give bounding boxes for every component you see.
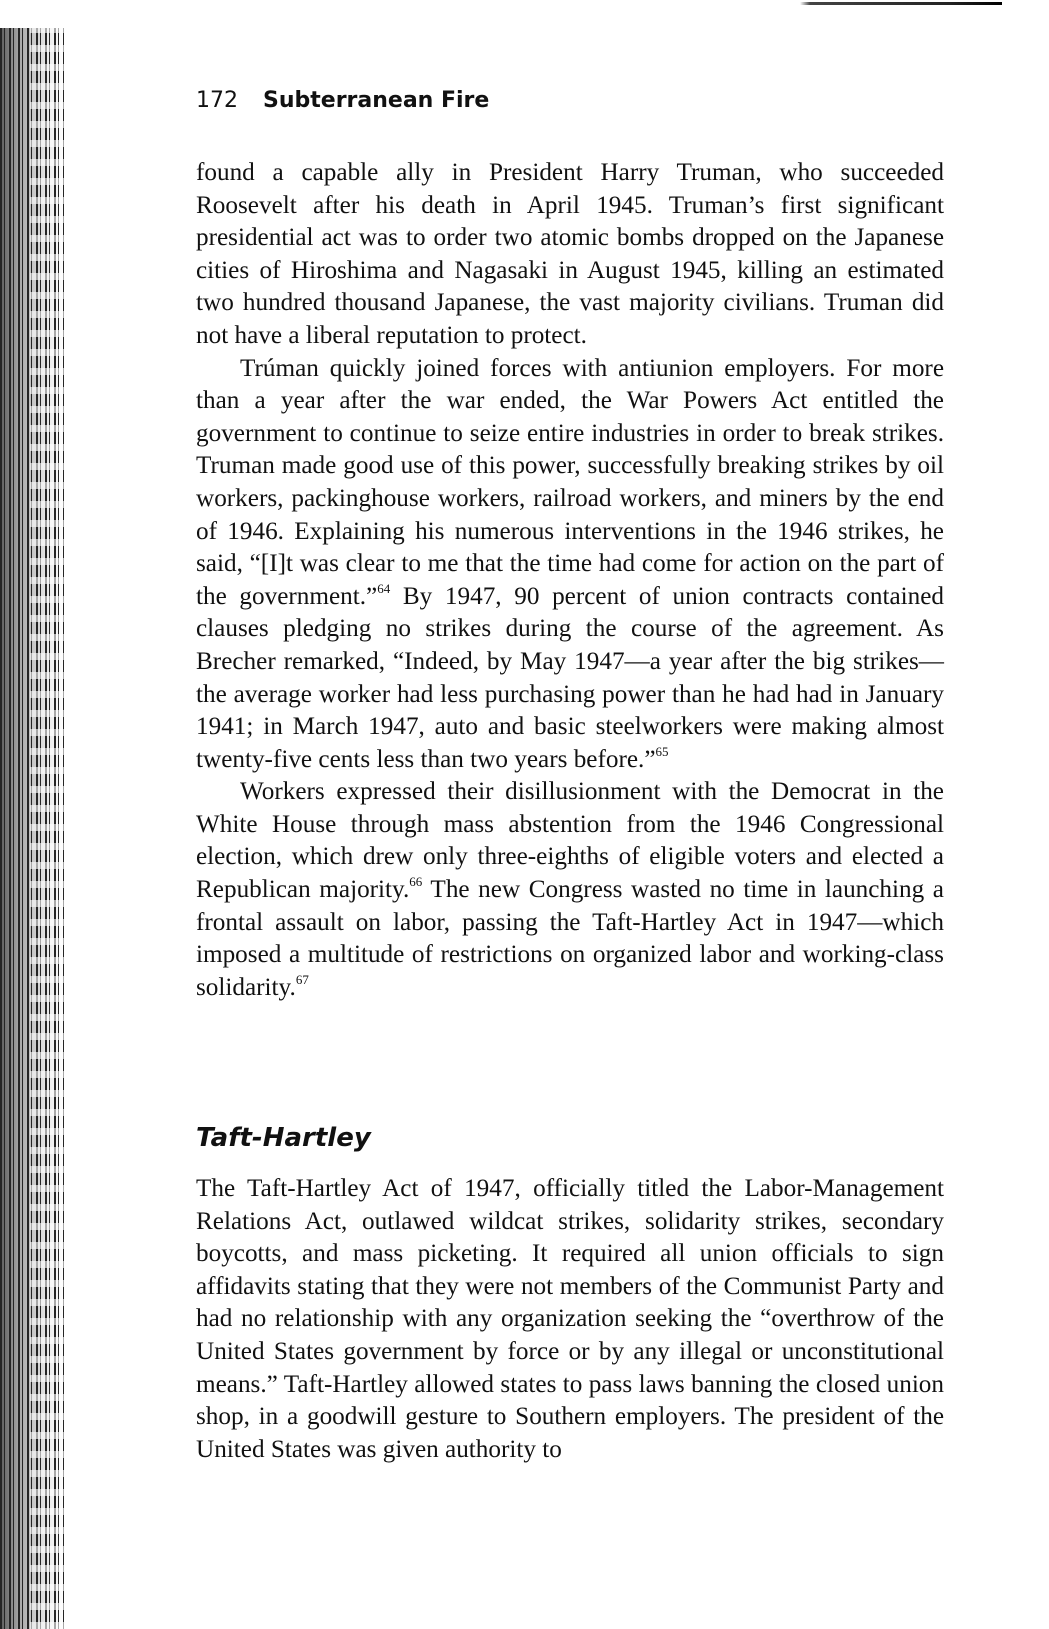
paragraph: [196, 776, 944, 1004]
book-gutter-noise: [30, 28, 64, 1629]
running-head: [196, 86, 489, 116]
page-number: 172: [196, 88, 238, 113]
scan-edge-artifact: [800, 2, 1002, 5]
body-text: [196, 157, 944, 1004]
paragraph: [196, 353, 944, 777]
paragraph-text: The new Congress wasted no time in launching a frontal assault on labor, passing the Taft-Hartley Act in 1947—which imposed a multitude of restrictions on organized labor and working-class solidarity.: [196, 876, 944, 1001]
footnote-ref: 66: [409, 874, 423, 890]
book-title: Subterranean Fire: [263, 88, 490, 113]
section-heading: Taft-Hartley: [196, 1123, 371, 1153]
paragraph: found a capable ally in President Harry Truman, who succeeded Roosevelt after his death in April 1945. Truman’s first significant presidential act was to order two atomic bombs dropped on the Japanese cities of Hiroshima and Nagasaki in August 1945, killing an estimated two hundred thousand Japanese, the vast majority civilians. Truman did not have a liberal reputation to protect.: [196, 159, 944, 349]
paragraph: The Taft-Hartley Act of 1947, officially titled the Labor-Management Relations Act, outlawed wildcat strikes, solidarity strikes, secondary boycotts, and mass picketing. It required all union officials to sign affidavits stating that they were not members of the Communist Party and had no relationship with any organization seeking the “overthrow of the United States government by force or by any illegal or unconstitutional means.” Taft-Hartley allowed states to pass laws banning the closed union shop, in a goodwill gesture to Southern employers. The president of the United States was given authority to: [196, 1175, 944, 1463]
section-body: [196, 1173, 944, 1466]
paragraph-text: Workers expressed their disillusionment with the Democrat in the White House through mass abstention from the 1946 Congressional election, which drew only three-eighths of eligible voters and elected a Republican majority.: [196, 778, 944, 904]
footnote-ref: 67: [295, 971, 309, 987]
footnote-ref: 65: [655, 743, 669, 759]
footnote-ref: 64: [377, 580, 391, 596]
paragraph-text: By 1947, 90 percent of union contracts contained clauses pledging no strikes during the course of the agreement. As Brecher remarked, “Indeed, by May 1947—a year after the big strikes—the average worker had less purchasing power than he had had in January 1941; in March 1947, auto and basic steelworkers were making almost twenty-five cents less than two years before.”: [196, 582, 944, 773]
paragraph-text: Trúman quickly joined forces with antiunion employers. For more than a year after the war ended, the War Powers Act entitled the government to continue to seize entire industries in order to break strikes. Truman made good use of this power, successfully breaking strikes by oil workers, packinghouse workers, railroad workers, and miners by the end of 1946. Explaining his numerous interventions in the 1946 strikes, he said, “[I]t was clear to me that the time had come for action on the part of the government.”: [196, 354, 944, 610]
